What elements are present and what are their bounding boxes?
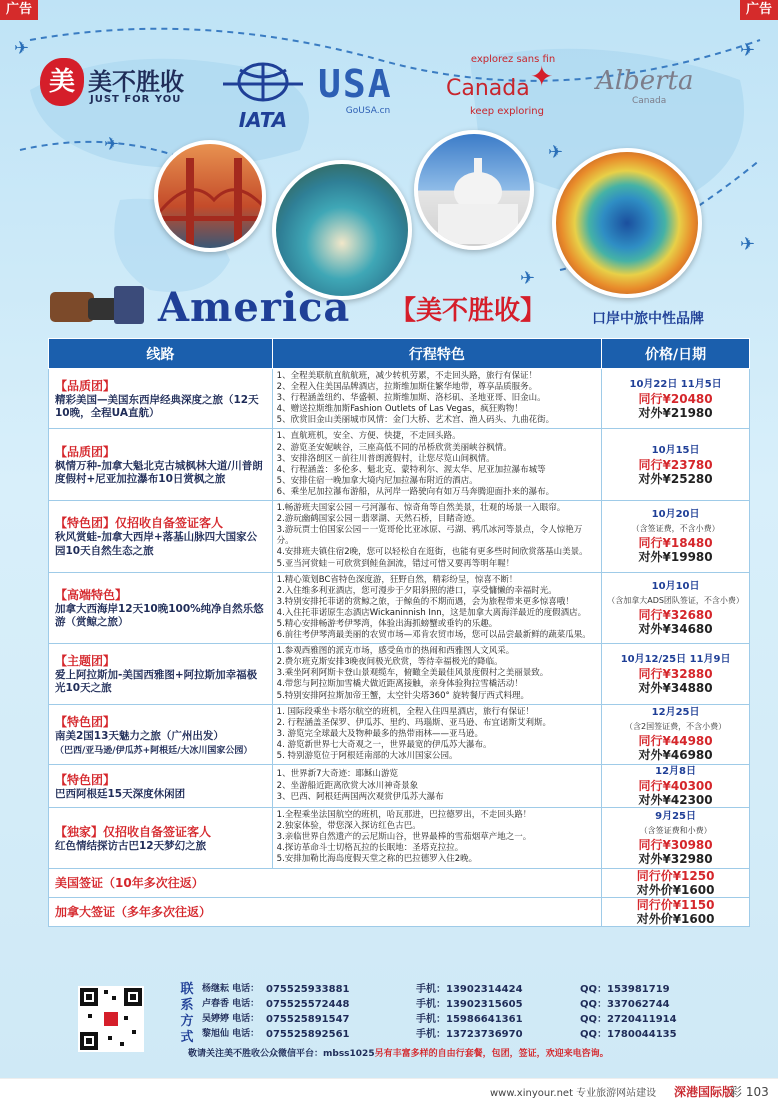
contact-line [202,997,722,1012]
visa-retail-price: 对外价¥1600 [636,882,715,897]
brand-name-cn: 美不胜收 [88,68,184,96]
feature-line: 4.带您与阿拉斯加雪橇犬做近距离接触，亲身体验狗拉雪橇活动！ [276,679,523,690]
contact-qq[interactable]: QQ：1780044135 [580,1029,677,1040]
brand-seal-icon: 美 [40,58,84,106]
feature-line: 1.全程乘坐法国航空的班机，哈瓦那进，巴拉德罗出，不走回头路！ [276,810,532,821]
feature-line: 2.费尔班克斯安排3晚夜间极光欣赏，等待幸福极光的降临。 [276,657,503,668]
plane-icon: ✈ [520,268,536,289]
feature-line: 3.乘坐阿利阿斯卡登山景观缆车，俯瞰全美最佳风景度假村之美丽景致。 [276,668,549,679]
price-note: （含加拿大ADS团队签证，不含小费） [607,595,744,605]
passport-icon [114,286,144,324]
feature-line: 2、坐游船近距离欣赏大冰川神奇景象 [276,780,419,791]
price-cell [602,501,750,573]
trade-price: 同行¥44980 [638,734,713,749]
contact-name: 杨继耘 电话： [202,984,260,994]
feature-line: 3. 游览完全球最大及物种最多的热带雨林——亚马逊。 [276,728,483,739]
golden-gate-photo [154,140,266,252]
features-cell [272,501,602,573]
features-cell [272,808,602,868]
tour-tag: 【特色团】 [55,772,116,787]
tour-tag: 【主题团】 [55,653,116,668]
visa-price-cell [602,868,750,897]
visa-trade-price: 同行价¥1250 [636,868,715,883]
retail-price: 对外¥32980 [638,851,713,866]
tour-tag: 【高端特色】 [55,587,128,602]
tour-date: 10月15日 [651,444,700,456]
price-cell [602,644,750,704]
feature-line: 2.游玩幽鹤国家公园－翡翠湖、天然石桥，目睹奇迹。 [276,514,481,525]
feature-line: 5. 特别游览位于阿根廷南部的大冰川国家公园。 [276,751,458,761]
tour-date: 10月10日 [651,580,700,592]
feature-line: 5、欣赏旧金山美丽城市风情：金门大桥、艺术宫、渔人码头、九曲花街。 [276,415,555,426]
ad-tag-left: 广告 [0,0,38,20]
route-cell [49,704,273,764]
usa-logo: USA GoUSA.cn [318,62,393,116]
contact-phone[interactable]: 075525572448 [266,999,350,1010]
contact-phone[interactable]: 075525892561 [266,1029,350,1040]
tour-date: 9月25日 [655,810,697,822]
canada-logo: explorez sans fin ✦ Canada keep exploring [446,54,556,117]
visa-name: 美国签证（10年多次往返） [49,868,602,897]
qr-code[interactable] [78,986,144,1052]
contact-title: 联 系 方 式 [180,982,194,1045]
retail-price: 对外¥21980 [638,405,713,420]
tour-row [49,501,750,573]
tour-date: 10月20日 [651,509,700,521]
contact-mobile[interactable]: 手机：13723736970 [416,1029,523,1040]
feature-line: 4.探访革命斗士切格瓦拉的长眠地：圣塔克拉拉。 [276,843,464,854]
tour-tag: 【品质团】 [55,444,116,459]
route-cell [49,765,273,808]
tour-name[interactable]: 爱上阿拉斯加-美国西雅图+阿拉斯加幸福极光10天之旅 [55,668,258,695]
feature-line: 2. 行程涵盖圣保罗、伊瓜苏、里约、玛瑙斯、亚马逊、布宜诺斯艾利斯。 [276,717,551,728]
feature-line: 3.亲临世界自然遗产的云尼斯山谷，世界最棒的雪茄烟草产地之一。 [276,832,532,843]
feature-line: 1、全程美联航直航航班，减少转机劳累，不走回头路，旅行有保证！ [276,371,538,381]
visa-price-cell [602,897,750,926]
itinerary-table [48,338,750,927]
feature-line: 2、全程入住美国品牌酒店，拉斯维加斯住繁华地带，尊享品质服务。 [276,382,538,393]
footer-brand: 深港国际版 [674,1085,735,1099]
tour-name[interactable]: 枫情万种-加拿大魁北克古城枫林大道/川普朗度假村+尼亚加拉瀑布10日赏枫之旅 [55,459,263,486]
features-cell [272,369,602,429]
price-cell [602,369,750,429]
feature-line: 1.精心策划BC省特色深度游，狂野自然，精彩纷呈，惊喜不断！ [276,574,518,585]
retail-price: 对外¥34880 [638,680,713,695]
tour-row [49,572,750,644]
tour-note: （巴西/亚马逊/伊瓜苏+阿根廷/大冰川国家公园） [55,746,253,757]
tour-name[interactable]: 红色情结探访古巴12天梦幻之旅 [55,839,207,852]
contact-name: 卢春香 电话： [202,999,260,1009]
price-cell [602,765,750,808]
header-route: 线路 [49,339,273,369]
brand-name-en: JUST FOR YOU [90,94,182,105]
route-cell [49,501,273,573]
footer-url[interactable]: www.xinyour.net 专业旅游网站建设 [490,1088,657,1099]
contact-list [202,982,722,1042]
hot-spring-photo [272,160,412,300]
route-cell [49,572,273,644]
retail-price: 对外¥46980 [638,748,713,763]
price-cell [602,429,750,501]
visa-trade-price: 同行价¥1150 [636,897,715,912]
feature-line: 2.独家体验，带您深入探访红色古巴。 [276,821,421,832]
feature-line: 1.畅游班夫国家公园－弓河瀑布、惊奇角等自然美景，壮观的场景一入眼帘。 [276,503,566,514]
trade-price: 同行¥18480 [638,536,713,551]
visa-row [49,868,750,897]
headline-subtitle: 口岸中旅中性品牌 [592,311,704,327]
visa-row [49,897,750,926]
headline-america: America [158,284,351,331]
contact-name: 黎旭仙 电话： [202,1029,260,1039]
features-cell [272,704,602,764]
feature-line: 6、乘坐尼加拉瀑布游船，从河岸一路驶向有如万马奔腾迎面扑来的瀑布。 [276,486,555,497]
plane-icon: ✈ [548,142,564,163]
tour-row [49,644,750,704]
trade-price: 同行¥20480 [638,391,713,406]
globe-icon [218,62,308,104]
features-cell [272,765,602,808]
retail-price: 对外¥42300 [638,793,713,808]
tour-name[interactable]: 南美2国13天魅力之旅（广州出发） [55,729,224,742]
contact-qq[interactable]: QQ：337062744 [580,999,670,1010]
contact-section [66,976,716,1060]
tour-tag: 【品质团】 [55,378,116,393]
visa-name: 加拿大签证（多年多次往返） [49,897,602,926]
route-cell [49,429,273,501]
price-note: （含签证费，不含小费） [631,524,720,534]
tour-date: 10月22日 11月5日 [629,378,722,390]
ad-tag-right: 广告 [740,0,778,20]
feature-line: 3.特别安排托菲诺的赏鲸之旅，于鲸鱼的不期而遇，会为旅程带来更多惊喜哦！ [276,596,574,607]
features-cell [272,644,602,704]
page-footer [0,1078,778,1100]
contact-phone[interactable]: 075525891547 [266,1014,350,1025]
trade-price: 同行¥23780 [638,457,713,472]
trade-price: 同行¥32880 [638,666,713,681]
plane-icon: ✈ [104,134,120,155]
iata-logo: IATA [218,62,308,124]
trade-price: 同行¥40300 [638,779,713,794]
price-cell [602,572,750,644]
brand-logo [40,58,215,118]
contact-mobile[interactable]: 手机：13902315605 [416,999,523,1010]
feature-line: 3、安排洛朗区－前往川普朗渡假村，让您尽览山间枫情。 [276,453,495,464]
contact-mobile[interactable]: 手机：15986641361 [416,1014,523,1025]
tour-name[interactable]: 加拿大西海岸12天10晚100%纯净自然乐悠游（赏鲸之旅） [55,602,264,629]
route-cell [49,369,273,429]
retail-price: 对外¥19980 [638,550,713,565]
tour-row [49,429,750,501]
retail-price: 对外¥34680 [638,621,713,636]
page-number: 彩 103 [730,1085,769,1099]
feature-line: 4.安排班夫镇住宿2晚，您可以轻松自在逛街，也能有更多些时间欣赏落基山美景。 [276,547,588,558]
feature-line: 4、行程涵盖：多伦多、魁北克、蒙特利尔、渥太华、尼亚加拉瀑布城等 [276,464,546,475]
contact-line [202,1012,722,1027]
feature-line: 5.特别安排阿拉斯加帝王蟹，太空针尖塔360° 旋转餐厅西式料理。 [276,690,529,701]
route-cell [49,808,273,868]
retail-price: 对外¥25280 [638,471,713,486]
contact-qq[interactable]: QQ：2720411914 [580,1014,677,1025]
tour-date: 10月12/25日 11月9日 [620,653,731,665]
tour-date: 12月8日 [655,766,697,778]
contact-name: 吴婷婷 电话： [202,1014,260,1024]
feature-line: 4. 游览新世界七大奇观之一，世界最宽的伊瓜苏大瀑布。 [276,739,492,750]
maple-leaf-icon: ✦ [530,60,554,93]
feature-line: 2.入住维多利亚酒店，您可漫步于夕阳斜照的港口，享受慵懒的幸福时光。 [276,585,557,596]
plane-icon: ✈ [740,234,756,255]
feature-line: 1、世界新7大奇迹：耶稣山游览 [276,769,398,780]
headline [50,284,750,334]
feature-line: 5、安排住宿一晚加拿大境内尼加拉瀑布附近的酒店。 [276,475,478,486]
feature-line: 5.亚当河赏蛙－可欣赏到鲑鱼洄流，错过可惜又要再等明年喔！ [276,558,515,569]
feature-line: 4.入住托菲诺原生态酒店Wickaninnish Inn，这是加拿大离海洋最近的度假酒店。 [276,607,587,618]
features-cell [272,429,602,501]
tour-tag: 【独家】仅招收自备签证客人 [55,824,212,839]
feature-line: 1、直航班机，安全、方便、快捷，不走回头路。 [276,431,461,442]
price-cell [602,704,750,764]
contact-line [202,982,722,997]
feature-line: 3、巴西、阿根廷两国两次观赏伊瓜苏大瀑布 [276,791,444,802]
feature-line: 4、赠送拉斯维加斯Fashion Outlets of Las Vegas，疯狂购物！ [276,404,523,415]
feature-line: 3、行程涵盖纽约、华盛顿、拉斯维加斯、洛杉矶、圣地亚哥、旧金山。 [276,393,546,404]
contact-line [202,1027,722,1042]
plane-icon: ✈ [740,40,756,61]
price-note: （含2国签证费，不含小费） [625,722,727,732]
features-cell [272,572,602,644]
trade-price: 同行¥30980 [638,837,713,852]
tour-tag: 【特色团】仅招收自备签证客人 [55,516,224,531]
tour-tag: 【特色团】 [55,714,116,729]
feature-line: 1. 国际段乘坐卡塔尔航空的班机，全程入住四星酒店，旅行有保证！ [276,706,534,717]
tour-row [49,808,750,868]
price-cell [602,808,750,868]
tour-row [49,369,750,429]
partner-logos [0,50,778,130]
tour-name[interactable]: 秋风赏蛙-加拿大西岸+落基山脉四大国家公园10天自然生态之旅 [55,531,258,557]
tour-name[interactable]: 精彩美国—美国东西岸经典深度之旅（12天10晚，全程UA直航） [55,393,259,420]
tour-row [49,765,750,808]
visa-retail-price: 对外价¥1600 [636,911,715,926]
header-price-date: 价格/日期 [602,339,750,369]
feature-line: 6.前往考伊琴湾最美丽的农贸市场—邓肯农贸市场，您可以品尝最新鲜的蔬菜瓜果。 [276,630,591,641]
contact-footer: 敬请关注美不胜收公众微信平台：mbss1025另有丰富多样的自由行套餐，包团，签证，欢迎来电咨询。 [188,1049,609,1059]
tour-date: 12月25日 [651,707,700,719]
capitol-photo [414,130,534,250]
tour-row [49,704,750,764]
header-features: 行程特色 [272,339,602,369]
feature-line: 1.参观西雅图的派克市场，感受鱼市的热闹和西雅图人文风采。 [276,646,515,657]
price-note: （含签证费和小费） [639,825,712,835]
contact-phone[interactable]: 075525933881 [266,984,350,995]
plane-icon: ✈ [14,38,30,59]
headline-brand: 【美不胜收】 [390,296,547,326]
contact-mobile[interactable]: 手机：13902314424 [416,984,523,995]
feature-line: 2、游览圣安妮峡谷，三座高低不同的吊桥欣赏美丽峡谷枫情。 [276,442,512,453]
alberta-logo: Alberta Canada [596,66,694,106]
feature-line: 3.游玩贾士伯国家公园－一览哥伦比亚冰原、弓湖、鸦爪冰河等景点，令人惊艳万分。 [276,525,583,547]
tour-name[interactable]: 巴西阿根廷15天深度休闲团 [55,787,186,800]
route-cell [49,644,273,704]
grand-prismatic-photo [552,148,702,298]
feature-line: 5.安排加勒比海岛度假天堂之称的巴拉德罗入住2晚。 [276,854,478,865]
trade-price: 同行¥32680 [638,607,713,622]
contact-qq[interactable]: QQ：153981719 [580,984,670,995]
feature-line: 5.精心安排畅游考伊琴湾，体验出海抓螃蟹或垂钓的乐趣。 [276,618,498,629]
